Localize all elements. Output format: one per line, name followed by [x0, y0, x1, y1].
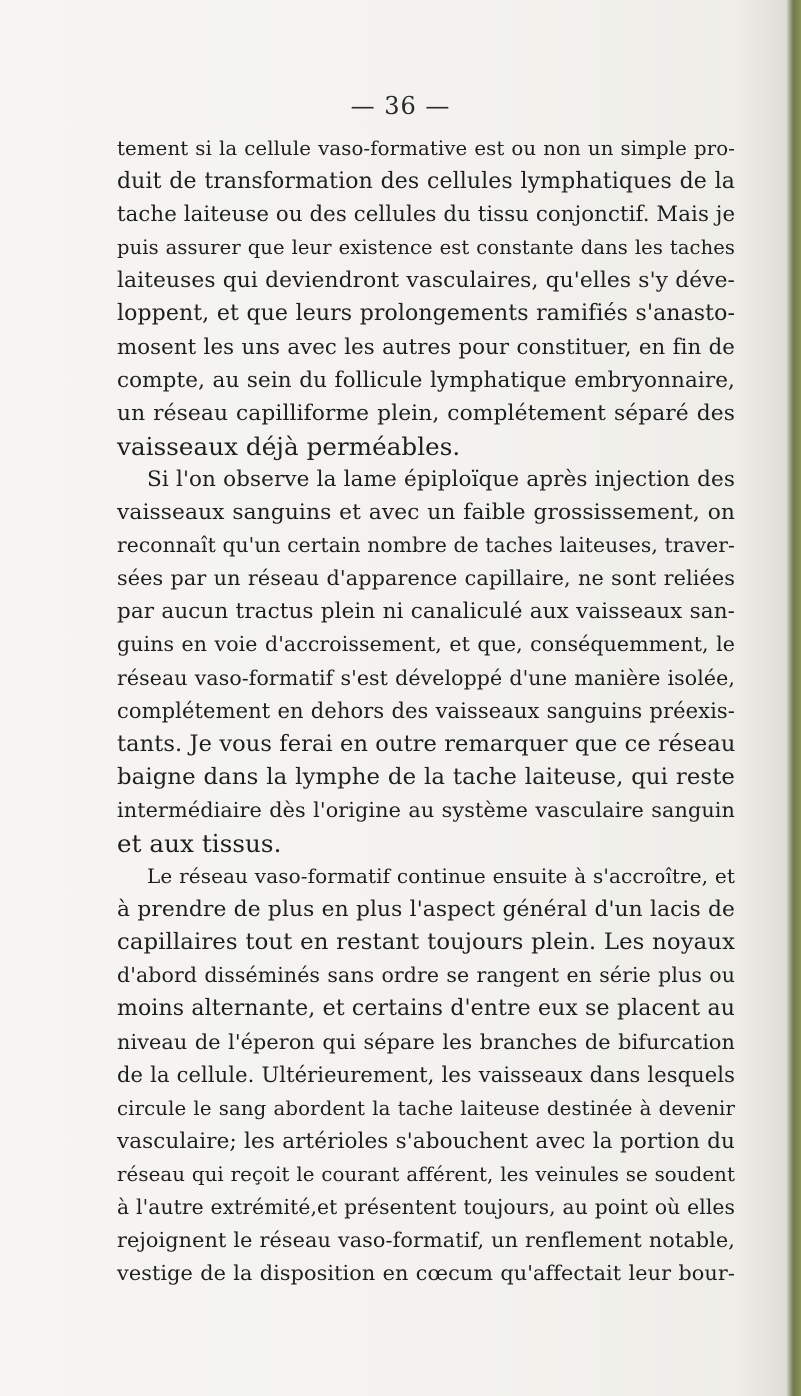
- text-line: baigne dans la lymphe de la tache laiteuse, qui reste: [117, 763, 735, 790]
- text-line: guins en voie d'accroissement, et que, conséquemment, le: [117, 632, 735, 657]
- text-line: rejoignent le réseau vaso-formatif, un renflement notable,: [117, 1228, 735, 1253]
- text-line: puis assurer que leur existence est constante dans les taches: [117, 236, 735, 260]
- text-line: à prendre de plus en plus l'aspect général d'un lacis de: [117, 897, 735, 923]
- text-line: vaisseaux sanguins et avec un faible grossissement, on: [117, 500, 735, 526]
- text-line: tache laiteuse ou des cellules du tissu conjonctif. Mais je: [117, 202, 736, 228]
- text-line: vaisseaux déjà perméables.: [117, 431, 461, 461]
- text-line: tants. Je vous ferai en outre remarquer que ce réseau: [117, 730, 736, 757]
- text-line: tement si la cellule vaso-formative est ou non un simple pro-: [117, 137, 735, 160]
- text-line: complétement en dehors des vaisseaux sanguins préexis-: [117, 698, 735, 723]
- text-line: réseau qui reçoit le courant afférent, les veinules se soudent: [117, 1162, 735, 1186]
- text-line: niveau de l'éperon qui sépare les branches de bifurcation: [117, 1029, 735, 1054]
- text-line: circule le sang abordent la tache laiteuse destinée à devenir: [117, 1096, 735, 1120]
- text-line: compte, au sein du follicule lymphatique embryonnaire,: [117, 367, 735, 393]
- page-edge-shadow: [787, 0, 801, 1396]
- text-line: par aucun tractus plein ni canaliculé aux vaisseaux san-: [117, 599, 735, 625]
- text-line: et aux tissus.: [117, 828, 282, 858]
- text-line: d'abord disséminés sans ordre se rangent en série plus ou: [117, 963, 735, 988]
- page-number: — 36 —: [350, 92, 451, 120]
- text-line: vasculaire; les artérioles s'abouchent avec la portion du: [117, 1128, 735, 1154]
- text-line: sées par un réseau d'apparence capillaire, ne sont reliées: [117, 566, 735, 591]
- text-line: vestige de la disposition en cœcum qu'affectait leur bour-: [117, 1261, 735, 1286]
- paragraph-start-line: Si l'on observe la lame épiploïque après injection des: [147, 466, 735, 492]
- text-line: capillaires tout en restant toujours plein. Les noyaux: [117, 929, 735, 956]
- text-line: mosent les uns avec les autres pour constituer, en fin de: [117, 334, 735, 360]
- body-text: [117, 132, 735, 1290]
- text-line: duit de transformation des cellules lymphatiques de la: [117, 169, 735, 195]
- text-line: un réseau capilliforme plein, complétement séparé des: [117, 400, 735, 426]
- text-line: loppent, et que leurs prolongements ramifiés s'anasto-: [117, 301, 735, 327]
- paragraph-start-line: Le réseau vaso-formatif continue ensuite à s'accroître, et: [147, 864, 735, 889]
- text-line: laiteuses qui deviendront vasculaires, qu'elles s'y déve-: [117, 268, 735, 294]
- text-line: intermédiaire dès l'origine au système vasculaire sanguin: [117, 797, 735, 822]
- text-line: reconnaît qu'un certain nombre de taches laiteuses, traver-: [117, 533, 735, 558]
- text-line: moins alternante, et certains d'entre eux se placent au: [117, 996, 735, 1022]
- text-line: réseau vaso-formatif s'est développé d'une manière isolée,: [117, 665, 735, 690]
- text-line: de la cellule. Ultérieurement, les vaisseaux dans lesquels: [117, 1062, 735, 1087]
- text-line: à l'autre extrémité,et présentent toujours, au point où elles: [117, 1195, 735, 1219]
